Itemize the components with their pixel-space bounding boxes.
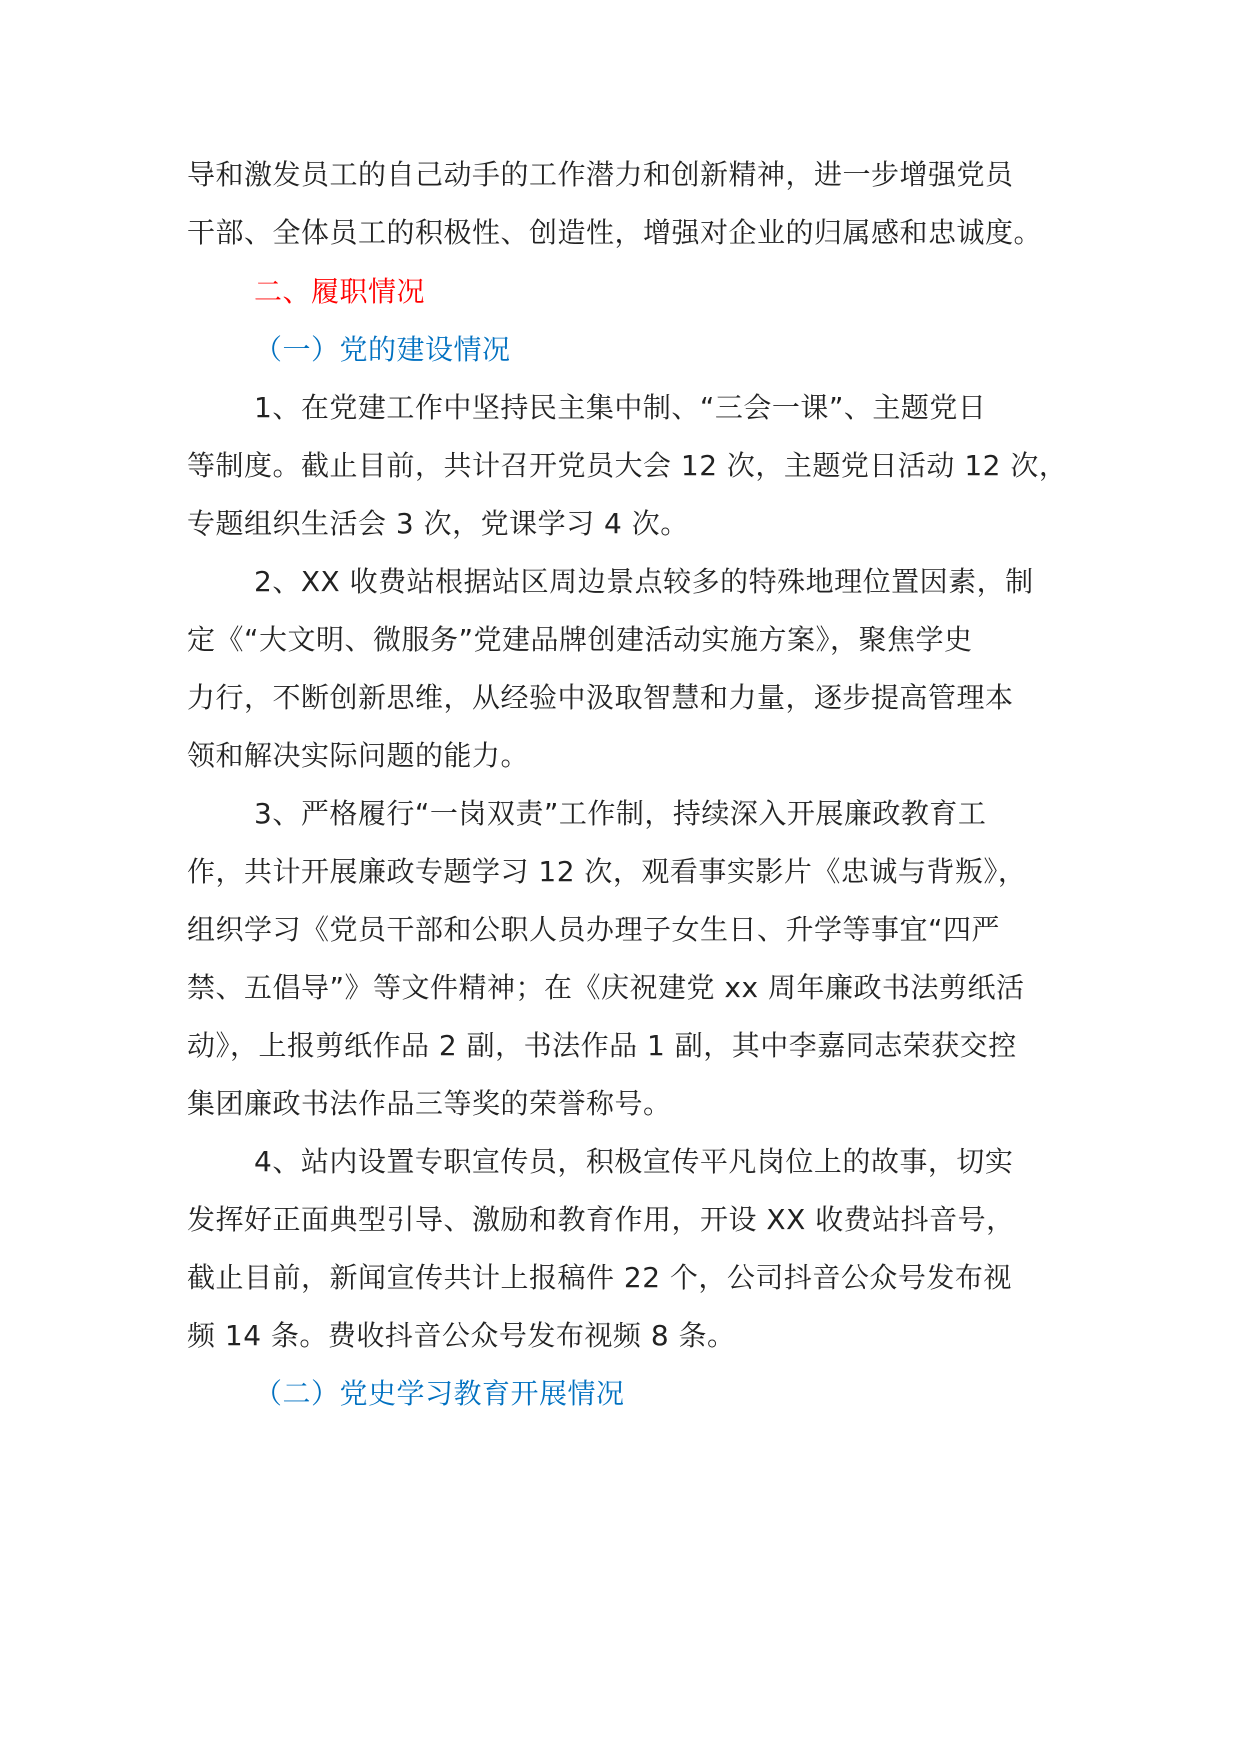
item-2-line-4: 领和解决实际问题的能力。 [187,739,530,772]
item-4-line-3: 截止目前，新闻宣传共计上报稿件 22 个，公司抖音公众号发布视 [187,1261,1012,1294]
item-4-line-1: 4、站内设置专职宣传员，积极宣传平凡岗位上的故事，切实 [254,1145,1014,1178]
item-2-line-1: 2、XX 收费站根据站区周边景点较多的特殊地理位置因素，制 [254,565,1034,598]
item-1-line-1: 1、在党建工作中坚持民主集中制、“三会一课”、主题党日 [254,391,987,424]
item-3-line-6: 集团廉政书法作品三等奖的荣誉称号。 [187,1087,672,1120]
item-2-line-3: 力行，不断创新思维，从经验中汲取智慧和力量，逐步提高管理本 [187,681,1014,714]
item-1-line-3: 专题组织生活会 3 次，党课学习 4 次。 [187,507,689,540]
item-3-line-4: 禁、五倡导”》等文件精神；在《庆祝建党 xx 周年廉政书法剪纸活 [187,971,1025,1004]
item-1-line-2: 等制度。截止目前，共计召开党员大会 12 次，主题党日活动 12 次， [187,449,1068,482]
intro-line-2: 干部、全体员工的积极性、创造性，增强对企业的归属感和忠诚度。 [187,216,1043,249]
section-heading: 二、履职情况 [254,275,426,308]
subsection-heading-2: （二）党史学习教育开展情况 [254,1377,625,1410]
item-3-line-5: 动》，上报剪纸作品 2 副，书法作品 1 副，其中李嘉同志荣获交控 [187,1029,1017,1062]
item-3-line-2: 作，共计开展廉政专题学习 12 次，观看事实影片《忠诚与背叛》， [187,855,1027,888]
item-2-line-2: 定《“大文明、微服务”党建品牌创建活动实施方案》，聚焦学史 [187,623,973,656]
item-3-line-1: 3、严格履行“一岗双责”工作制，持续深入开展廉政教育工 [254,797,987,830]
intro-line-1: 导和激发员工的自己动手的工作潜力和创新精神，进一步增强党员 [187,158,1014,191]
item-4-line-2: 发挥好正面典型引导、激励和教育作用，开设 XX 收费站抖音号， [187,1203,1015,1236]
subsection-heading-1: （一）党的建设情况 [254,333,511,366]
item-3-line-3: 组织学习《党员干部和公职人员办理子女生日、升学等事宜“四严 [187,913,1001,946]
item-4-line-4: 频 14 条。费收抖音公众号发布视频 8 条。 [187,1319,736,1352]
